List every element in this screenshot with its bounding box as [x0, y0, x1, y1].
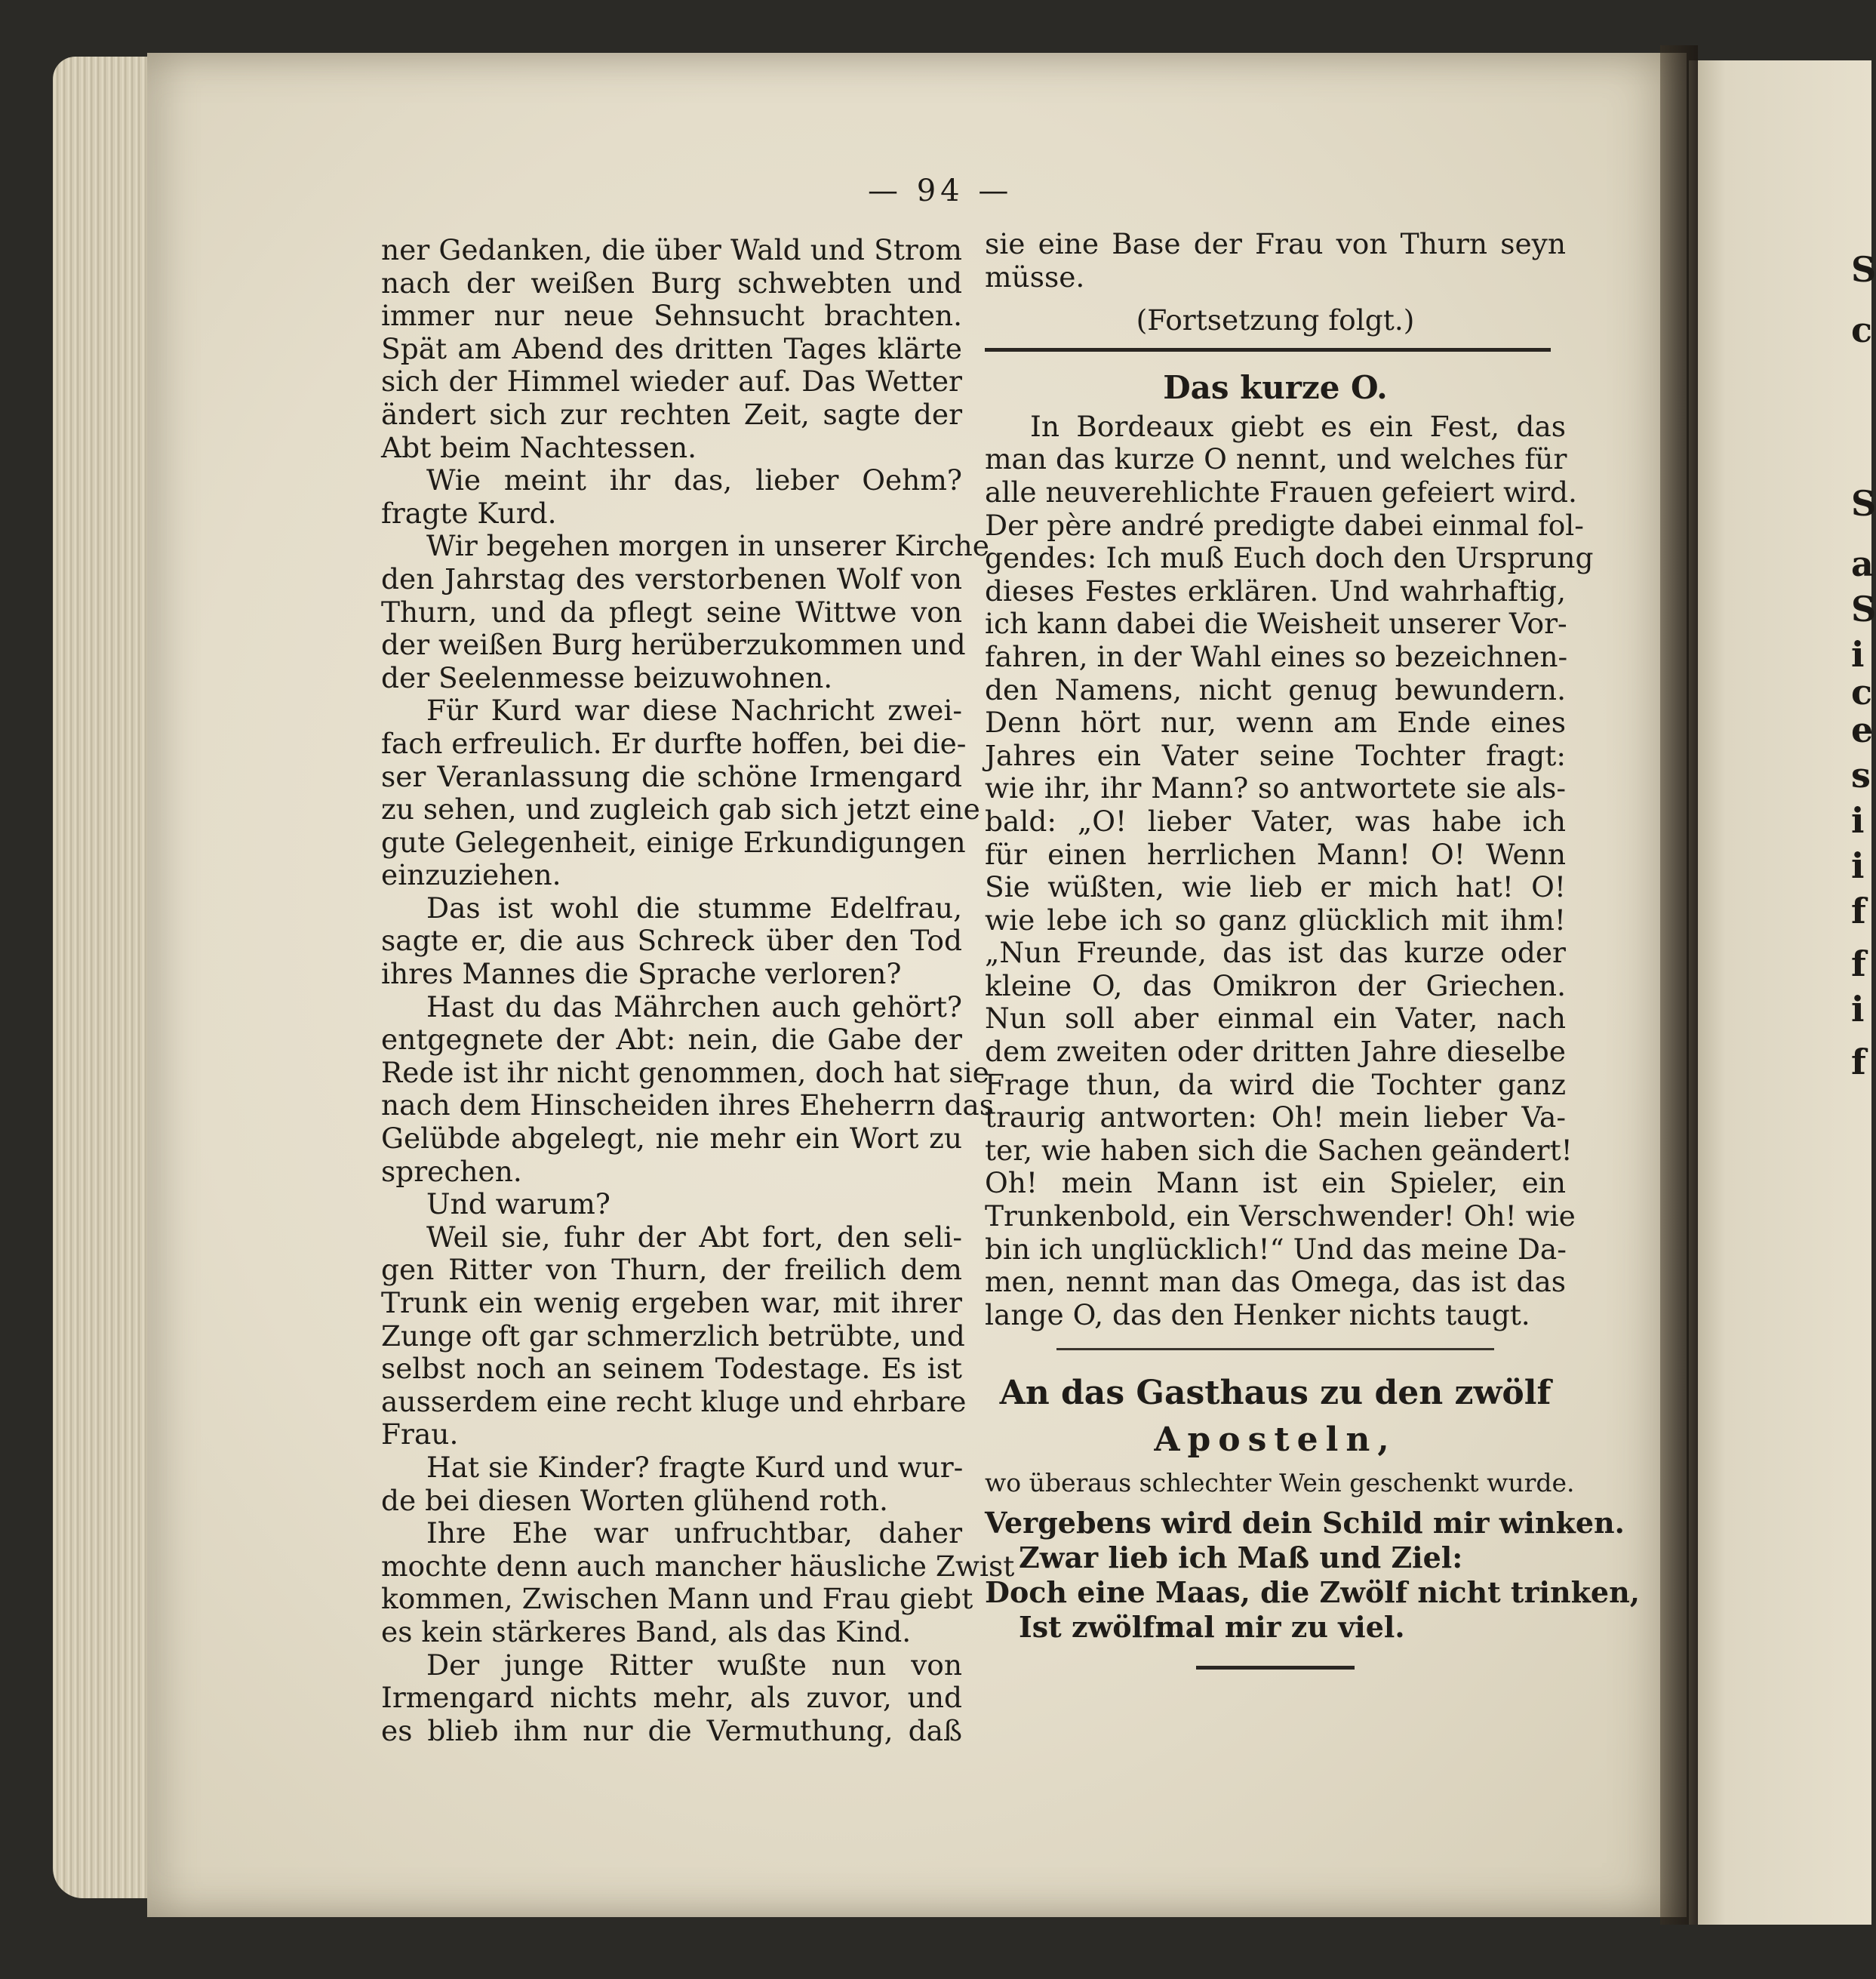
text-line: Abt beim Nachtessen. [381, 430, 697, 464]
text-line: nach der weißen Burg schwebten und [381, 266, 962, 300]
text-line: der weißen Burg herüberzukommen und [381, 628, 966, 662]
text-line: fach erfreulich. Er durfte hoffen, bei die- [381, 726, 967, 760]
text-line: fragte Kurd. [381, 496, 557, 530]
text-line: gute Gelegenheit, einige Erkundigungen [381, 825, 966, 859]
text-line: Weil sie, fuhr der Abt fort, den seli- [426, 1220, 962, 1254]
poem-subtitle: wo überaus schlechter Wein geschenkt wurde. [985, 1468, 1575, 1498]
page-number: — 94 — [868, 174, 1013, 208]
poem-title-line-1: An das Gasthaus zu den zwölf [999, 1374, 1552, 1413]
text-line: kommen, Zwischen Mann und Frau giebt [381, 1582, 973, 1616]
text-line: „Nun Freunde, das ist das kurze oder [985, 936, 1566, 970]
text-line: Oh! mein Mann ist ein Spieler, ein [985, 1166, 1566, 1200]
article-title: Das kurze O. [1163, 368, 1388, 406]
poem-line: Ist zwölfmal mir zu viel. [1019, 1610, 1405, 1645]
text-line: wie lebe ich so ganz glücklich mit ihm! [985, 903, 1566, 937]
facing-page-glyph: e [1851, 709, 1874, 750]
text-line: Und warum? [426, 1187, 610, 1221]
text-line: Hast du das Mährchen auch gehört? [426, 990, 962, 1023]
text-line: es kein stärkeres Band, als das Kind. [381, 1614, 912, 1648]
facing-page-glyph: c [1851, 309, 1873, 350]
facing-page-glyph: i [1851, 845, 1865, 886]
text-line: Frage thun, da wird die Tochter ganz [985, 1067, 1566, 1101]
facing-page-glyph: i [1851, 634, 1865, 675]
text-line: Für Kurd war diese Nachricht zwei- [426, 694, 962, 728]
text-line: Denn hört nur, wenn am Ende eines [985, 706, 1566, 740]
text-line: Der père andré predigte dabei einmal fol- [985, 508, 1584, 542]
facing-page-glyph: S [1851, 483, 1876, 524]
text-line: mochte denn auch mancher häusliche Zwist [381, 1549, 1015, 1583]
text-line: Rede ist ihr nicht genommen, doch hat sie [381, 1055, 989, 1089]
facing-page-glyph: S [1851, 589, 1876, 629]
section-divider [985, 348, 1551, 352]
text-line: den Namens, nicht genug bewundern. [985, 672, 1566, 706]
text-line: Das ist wohl die stumme Edelfrau, [426, 891, 962, 925]
text-line: gendes: Ich muß Euch doch den Ursprung [985, 541, 1594, 575]
facing-page-glyph: i [1851, 800, 1865, 841]
text-line: den Jahrstag des verstorbenen Wolf von [381, 562, 962, 596]
text-line: dem zweiten oder dritten Jahre dieselbe [985, 1035, 1566, 1069]
text-line: In Bordeaux giebt es ein Fest, das [1030, 409, 1566, 443]
text-line: ausserdem eine recht kluge und ehrbare [381, 1384, 967, 1418]
poem-title-line-2: Aposteln, [1154, 1420, 1397, 1460]
text-line: bald: „O! lieber Vater, was habe ich [985, 804, 1566, 838]
text-line: Trunk ein wenig ergeben war, mit ihrer [381, 1286, 962, 1319]
text-line: ter, wie haben sich die Sachen geändert! [985, 1133, 1573, 1167]
continued-note: (Fortsetzung folgt.) [1136, 303, 1415, 337]
text-line: Gelübde abgelegt, nie mehr ein Wort zu [381, 1122, 962, 1156]
text-line: sprechen. [381, 1154, 522, 1188]
text-line: Der junge Ritter wußte nun von [426, 1648, 962, 1682]
text-line: nach dem Hinscheiden ihres Eheherrn das [381, 1088, 994, 1122]
text-line: entgegnete der Abt: nein, die Gabe der [381, 1023, 962, 1057]
text-line: fahren, in der Wahl eines so bezeichnen- [985, 639, 1568, 673]
book-gutter [1660, 45, 1698, 1925]
facing-page-glyph: a [1851, 543, 1874, 584]
poem-line: Vergebens wird dein Schild mir winken. [985, 1506, 1625, 1540]
facing-page-glyph: S [1851, 249, 1876, 290]
text-line: Hat sie Kinder? fragte Kurd und wur- [426, 1450, 964, 1484]
text-line: de bei diesen Worten glühend roth. [381, 1483, 888, 1517]
text-line: bin ich unglücklich!“ Und das meine Da- [985, 1232, 1567, 1266]
facing-page-glyph: f [1851, 943, 1866, 984]
text-line: müsse. [985, 260, 1085, 294]
text-line: wie ihr, ihr Mann? so antwortete sie als- [985, 771, 1566, 805]
text-line: Thurn, und da pflegt seine Wittwe von [381, 595, 962, 629]
end-rule [1196, 1666, 1355, 1670]
text-line: ändert sich zur rechten Zeit, sagte der [381, 397, 962, 431]
text-line: sie eine Base der Frau von Thurn seyn [985, 227, 1566, 260]
facing-page-glyph: s [1851, 755, 1871, 796]
text-line: einzuziehen. [381, 858, 561, 892]
facing-page-edge [1689, 60, 1876, 1925]
facing-page-glyph: c [1851, 672, 1873, 713]
text-line: immer nur neue Sehnsucht brachten. [381, 299, 962, 333]
text-line: zu sehen, und zugleich gab sich jetzt eine [381, 793, 980, 826]
text-line: lange O, das den Henker nichts taugt. [985, 1297, 1530, 1331]
facing-page-glyph: f [1851, 1042, 1866, 1082]
text-line: ich kann dabei die Weisheit unserer Vor- [985, 607, 1567, 641]
facing-page-glyph: f [1851, 891, 1866, 931]
text-line: ser Veranlassung die schöne Irmengard [381, 759, 962, 793]
text-line: Jahres ein Vater seine Tochter fragt: [985, 738, 1566, 772]
right-column [985, 227, 1640, 1670]
text-line: Wie meint ihr das, lieber Oehm? [426, 463, 962, 497]
text-line: für einen herrlichen Mann! O! Wenn [985, 837, 1566, 871]
text-line: ihres Mannes die Sprache verloren? [381, 957, 902, 991]
text-line: kleine O, das Omikron der Griechen. [985, 968, 1566, 1002]
text-line: ner Gedanken, die über Wald und Strom [381, 233, 962, 266]
text-line: Wir begehen morgen in unserer Kirche [426, 529, 989, 563]
text-line: gen Ritter von Thurn, der freilich dem [381, 1253, 962, 1287]
text-line: alle neuverehlichte Frauen gefeiert wird. [985, 475, 1577, 509]
text-line: es blieb ihm nur die Vermuthung, daß [381, 1713, 962, 1747]
text-line: Trunkenbold, ein Verschwender! Oh! wie [985, 1199, 1576, 1233]
text-line: der Seelenmesse beizuwohnen. [381, 660, 833, 694]
section-divider-ornament [1056, 1348, 1494, 1350]
text-line: Nun soll aber einmal ein Vater, nach [985, 1002, 1566, 1036]
text-line: Zunge oft gar schmerzlich betrübte, und [381, 1319, 965, 1353]
text-line: Ihre Ehe war unfruchtbar, daher [426, 1516, 962, 1550]
text-line: Sie wüßten, wie lieb er mich hat! O! [985, 870, 1566, 904]
text-line: traurig antworten: Oh! mein lieber Va- [985, 1100, 1566, 1134]
text-line: Frau. [381, 1417, 459, 1451]
left-column [381, 233, 1015, 1747]
text-line: dieses Festes erklären. Und wahrhaftig, [985, 574, 1566, 608]
text-line: Irmengard nichts mehr, als zuvor, und [381, 1681, 962, 1715]
text-line: men, nennt man das Omega, das ist das [985, 1265, 1566, 1299]
text-line: sagte er, die aus Schreck über den Tod [381, 924, 962, 958]
text-line: sich der Himmel wieder auf. Das Wetter [381, 365, 962, 399]
text-line: man das kurze O nennt, und welches für [985, 442, 1567, 476]
text-line: Spät am Abend des dritten Tages klärte [381, 331, 962, 365]
poem-line: Zwar lieb ich Maß und Ziel: [1019, 1540, 1463, 1575]
facing-page-glyph: i [1851, 989, 1865, 1030]
poem-line: Doch eine Maas, die Zwölf nicht trinken, [985, 1575, 1640, 1610]
text-line: selbst noch an seinem Todestage. Es ist [381, 1352, 962, 1386]
